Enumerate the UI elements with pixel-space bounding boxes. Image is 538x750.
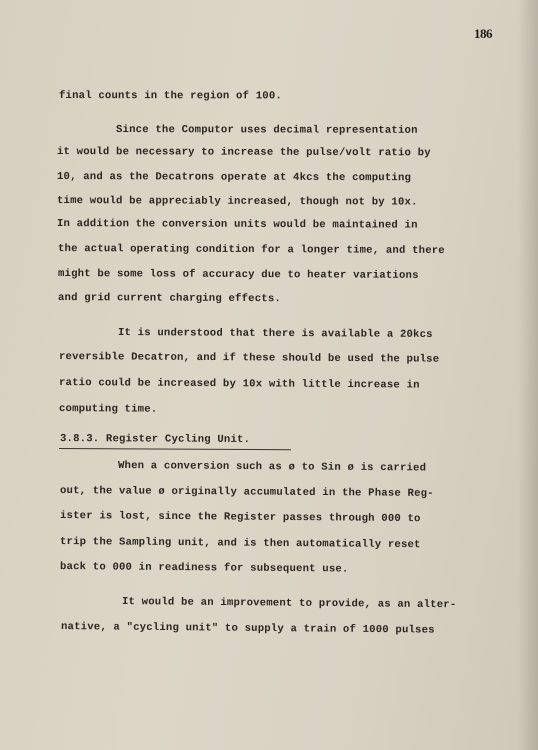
text-line: out, the value ø originally accumulated in the Phase Reg- [59, 485, 434, 500]
heading-underline [59, 448, 291, 450]
text-line: time would be appreciably increased, though not by 10x. [56, 195, 418, 209]
text-line: computing time. [58, 403, 158, 416]
text-line: and grid current charging effects. [57, 292, 281, 306]
text-line: When a conversion such as ø to Sin ø is carried [117, 460, 427, 475]
text-line: ratio could be increased by 10x with little increase in [58, 377, 420, 392]
text-line: trip the Sampling unit, and is then automatically reset [59, 536, 421, 552]
text-line: it would be necessary to increase the pulse/volt ratio by [56, 146, 431, 160]
page-edge-shadow [518, 0, 538, 750]
text-line: the actual operating condition for a longer time, and there [57, 243, 445, 258]
text-line: final counts in the region of 100. [58, 90, 282, 103]
text-line: 10, and as the Decatrons operate at 4kcs the computing [56, 171, 412, 185]
text-line: reversible Decatron, and if these should be used the pulse [58, 351, 440, 366]
text-line: might be some loss of accuracy due to heater variations [57, 268, 419, 282]
text-line: Since the Computor uses decimal representation [115, 124, 418, 137]
text-line: ister is lost, since the Register passes through 000 to [59, 510, 421, 526]
text-line: It is understood that there is available a 20kcs [117, 327, 433, 341]
section-heading: 3.8.3. Register Cycling Unit. [59, 433, 251, 446]
text-line: native, a "cycling unit" to supply a train of 1000 pulses [60, 621, 435, 637]
page-number: 186 [474, 26, 492, 41]
text-line: back to 000 in readiness for subsequent use. [59, 561, 349, 576]
text-line: It would be an improvement to provide, as an alter- [121, 596, 457, 612]
text-line: In addition the conversion units would be maintained in [56, 218, 418, 232]
